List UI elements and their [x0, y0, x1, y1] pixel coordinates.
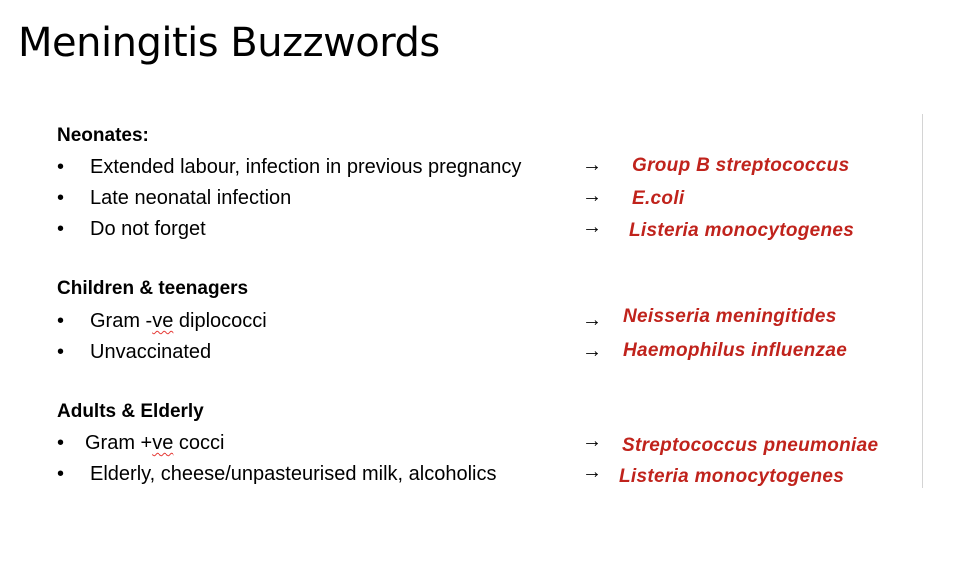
arrow-icon: →: [582, 216, 602, 238]
buzzword-text: Late neonatal infection: [90, 187, 292, 209]
slide-title: Meningitis Buzzwords: [18, 20, 440, 66]
buzzword-text: Do not forget: [90, 218, 206, 240]
section-heading-adults: Adults & Elderly: [57, 401, 204, 422]
bullet-glyph: •: [57, 156, 65, 178]
organism-label: E.coli: [632, 188, 685, 209]
bullet-glyph: •: [57, 310, 65, 332]
buzzword-text: Extended labour, infection in previous pregnancy: [90, 156, 522, 178]
arrow-icon: →: [582, 340, 602, 362]
section-heading-children: Children & teenagers: [57, 278, 249, 299]
buzzword-text: Gram -ve diplococci: [90, 310, 267, 332]
buzzword-text: Unvaccinated: [90, 341, 212, 363]
organism-label: Haemophilus influenzae: [623, 340, 848, 361]
bullet-glyph: •: [57, 218, 65, 240]
spellcheck-underline: ve: [152, 310, 174, 332]
buzzword-text: Gram +ve cocci: [85, 432, 225, 454]
bullet-glyph: •: [57, 341, 65, 363]
slide-edge-divider: [922, 114, 923, 488]
organism-label: Listeria monocytogenes: [629, 220, 855, 241]
bullet-glyph: •: [57, 187, 65, 209]
arrow-icon: →: [582, 309, 602, 331]
organism-label: Listeria monocytogenes: [619, 466, 845, 487]
bullet-glyph: •: [57, 432, 65, 454]
organism-label: Neisseria meningitides: [623, 306, 837, 327]
organism-label: Group B streptococcus: [632, 155, 850, 176]
bullet-glyph: •: [57, 463, 65, 485]
arrow-icon: →: [582, 430, 602, 452]
arrow-icon: →: [582, 461, 602, 483]
buzzword-text: Elderly, cheese/unpasteurised milk, alcoholics: [90, 463, 497, 485]
section-heading-neonates: Neonates:: [57, 125, 149, 146]
arrow-icon: →: [582, 154, 602, 176]
spellcheck-underline: ve: [152, 432, 174, 454]
arrow-icon: →: [582, 185, 602, 207]
organism-label: Streptococcus pneumoniae: [622, 435, 879, 456]
